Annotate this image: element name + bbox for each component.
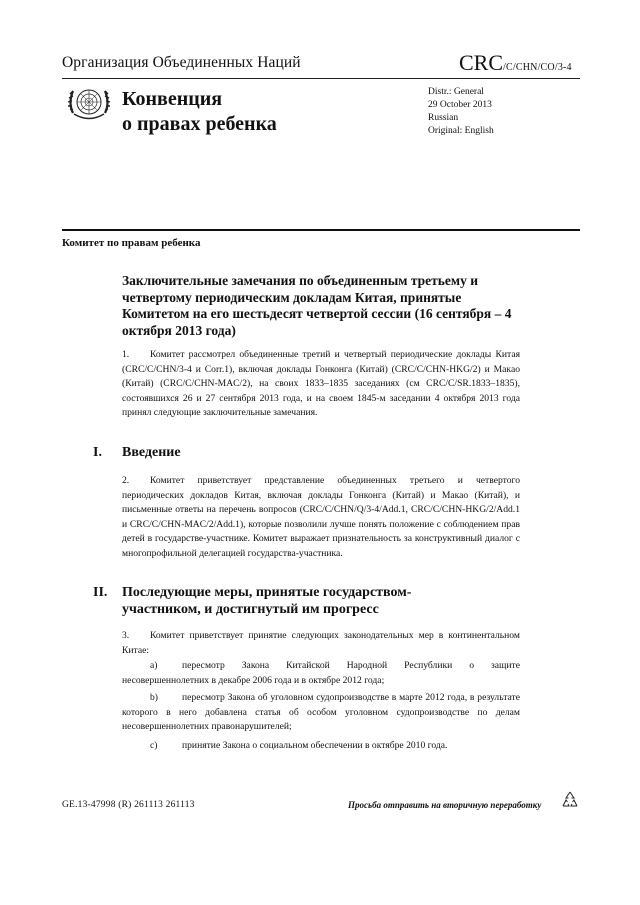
list-item-text: принятие Закона о социальном обеспечении в октябре 2010 года.	[182, 740, 448, 751]
recycle-note: Просьба отправить на вторичную переработку	[348, 800, 542, 810]
section-title: Введение	[122, 445, 181, 460]
convention-title-line2: о правах ребенка	[122, 113, 277, 135]
paragraph-number: 2.	[122, 475, 130, 486]
organization-name: Организация Объединенных Наций	[62, 54, 301, 71]
list-item-text: пересмотр Закона Китайской Народной Республики о защите несовершеннолетних в декабре 2006 года и в октябре 2012 года;	[122, 660, 520, 686]
paragraph-number: 1.	[122, 349, 130, 360]
list-item-c	[122, 739, 520, 754]
paragraph-3	[122, 629, 520, 658]
distribution-date: 29 October 2013	[428, 100, 492, 110]
paragraph-text: Комитет приветствует принятие следующих законодательных мер в континентальном Китае:	[122, 630, 520, 656]
committee-name: Комитет по правам ребенка	[62, 237, 201, 249]
list-item-b	[122, 691, 520, 735]
paragraph-1	[122, 348, 520, 421]
distribution-block	[428, 86, 494, 138]
section-title: Последующие меры, принятые государством-участником, и достигнутый им прогресс	[122, 585, 412, 617]
header-rule	[62, 78, 580, 79]
paragraph-2	[122, 474, 520, 562]
job-number: GE.13-47998 (R) 261113 261113	[62, 800, 195, 810]
distribution-original: Original: English	[428, 126, 494, 136]
list-item-label: b)	[150, 692, 158, 703]
document-title: Заключительные замечания по объединенным третьему и четвертому периодическим докладам Китая, принятые Комитетом на его шестьдесят четвертой сессии (16 сентября – 4 октября 2013 года)	[122, 273, 512, 338]
paragraph-text: Комитет приветствует представление объединенных третьего и четвертого периодических докладов Китая, включая доклады Гонконга (Китай) и Макао (Китай), и письменные ответы на перечень вопросов (CRC/C/CHN/Q/3-4/Add.1, CRC/C/CHN-HKG/2/Add.1 и CRC/C/CHN-MAC/2/Add.1), которые позволили лучше понять положение с соблюдением прав детей в государстве-участнике. Комитет выражает признательность за конструктивный диалог с многопрофильной делегацией государства-участника.	[122, 475, 520, 559]
convention-title	[122, 87, 277, 137]
list-item-a	[122, 659, 520, 688]
section-number: II.	[93, 585, 108, 600]
document-symbol-suffix: /C/CHN/CO/3-4	[503, 62, 572, 73]
distribution-line: Distr.: General	[428, 87, 484, 97]
section-number: I.	[93, 445, 102, 460]
committee-rule	[62, 229, 580, 231]
list-item-label: c)	[150, 740, 158, 751]
recycle-icon	[560, 790, 580, 810]
list-item-label: a)	[150, 660, 158, 671]
paragraph-number: 3.	[122, 630, 130, 641]
convention-title-line1: Конвенция	[122, 88, 223, 110]
paragraph-text: Комитет рассмотрел объединенные третий и четвертый периодические доклады Китая (CRC/C/CHN/3-4 и Corr.1), включая доклады Гонконга (Китай) (CRC/C/CHN-HKG/2) и Макао (Китай) (CRC/C/CHN-MAC/2), на своих 1833–1835 заседаниях (см CRC/C/SR.1833–1835), состоявшихся 26 и 27 сентября 2013 года, и на своем 1845-м заседании 4 октября 2013 года принял следующие заключительные замечания.	[122, 349, 520, 419]
list-item-text: пересмотр Закона об уголовном судопроизводстве в марте 2012 года, в результате которого в него добавлена статья об особом уголовном судопроизводстве по делам несовершеннолетних правонарушителей;	[122, 692, 520, 733]
document-symbol	[459, 50, 572, 76]
document-symbol-main: CRC	[459, 50, 504, 75]
un-emblem-icon	[64, 83, 114, 125]
distribution-language: Russian	[428, 113, 459, 123]
